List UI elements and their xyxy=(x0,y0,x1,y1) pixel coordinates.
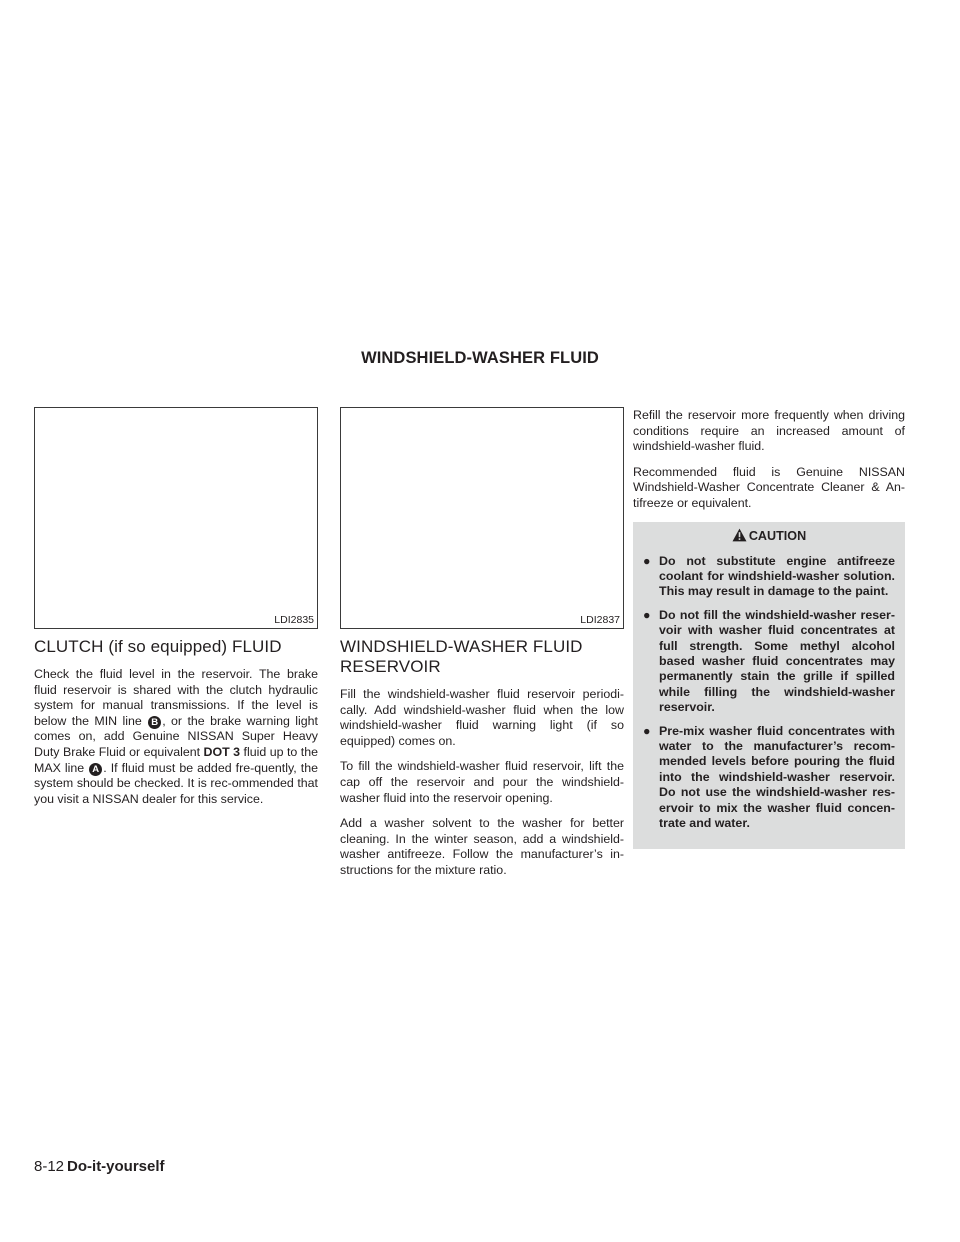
caution-item: ● Do not fill the windshield-washer reser-voir with washer fluid concentrates at full strength. Some methyl alcohol based washer fluid concentrates may permanently stain the grille if spilled while filling the windshield-washer reservoir. xyxy=(643,607,895,715)
caution-item: ● Do not substitute engine antifreeze coolant for windshield-washer solution. This may result in damage to the paint. xyxy=(643,553,895,599)
clutch-fluid-section xyxy=(34,637,318,817)
figure-washer-reservoir xyxy=(340,407,624,629)
page-footer xyxy=(34,1158,165,1175)
clutch-fluid-text: Check the fluid level in the reservoir. The brake fluid reservoir is shared with the clutch hydraulic system for manual transmissions. If the level is below the MIN line B , or the brake warning light comes on, add Genuine NISSAN Super Heavy Duty Brake Fluid or equivalent DOT 3 fluid up to the MAX line A . If fluid must be added fre-quently, the system should be checked. It is rec-ommended that you visit a NISSAN dealer for this service. xyxy=(34,667,318,806)
dot3-label: DOT 3 xyxy=(203,744,241,759)
bullet: ● xyxy=(643,723,651,738)
reservoir-paragraph: Fill the windshield-washer fluid reservoir periodi-cally. Add windshield-washer fluid when the low windshield-washer fluid warning light (if so equipped) comes on. xyxy=(340,687,624,748)
washer-reservoir-title: WINDSHIELD-WASHER FLUID RESERVOIR xyxy=(340,637,583,676)
refill-paragraph: Refill the reservoir more frequently when driving conditions require an increased amount of windshield-washer fluid. xyxy=(633,408,905,454)
washer-reservoir-section xyxy=(340,637,624,889)
figure-code: LDI2835 xyxy=(274,614,314,626)
caution-item: ● Pre-mix washer fluid concentrates with water to the manufacturer’s recom-mended levels before pouring the fluid into the windshield-washer reservoir. Do not use the windshield-washer res-ervoir to mix the washer fluid concen-trate and water. xyxy=(643,723,895,831)
figure-clutch-reservoir xyxy=(34,407,318,629)
warning-triangle-icon xyxy=(732,528,747,548)
refill-section xyxy=(633,408,905,849)
reservoir-paragraph: To fill the windshield-washer fluid reservoir, lift the cap off the reservoir and pour the windshield-washer fluid into the reservoir opening. xyxy=(340,759,624,805)
marker-a: A xyxy=(89,763,102,776)
refill-paragraph: Recommended fluid is Genuine NISSAN Windshield-Washer Concentrate Cleaner & An-tifreeze or equivalent. xyxy=(633,464,905,510)
caution-title: CAUTION xyxy=(643,526,895,548)
clutch-fluid-title: CLUTCH (if so equipped) FLUID xyxy=(34,637,282,656)
reservoir-paragraph: Add a washer solvent to the washer for better cleaning. In the winter season, add a windshield-washer antifreeze. Follow the manufacturer’s in-structions for the mixture ratio. xyxy=(340,816,624,877)
figure-code: LDI2837 xyxy=(580,614,620,626)
marker-b: B xyxy=(148,716,161,729)
caution-box xyxy=(633,522,905,850)
caution-list xyxy=(643,554,895,832)
section-heading: WINDSHIELD-WASHER FLUID xyxy=(361,349,599,367)
bullet: ● xyxy=(643,553,651,568)
chapter-title: Do-it-yourself xyxy=(67,1158,165,1175)
page-number: 8-12 xyxy=(34,1158,65,1175)
bullet: ● xyxy=(643,607,651,622)
